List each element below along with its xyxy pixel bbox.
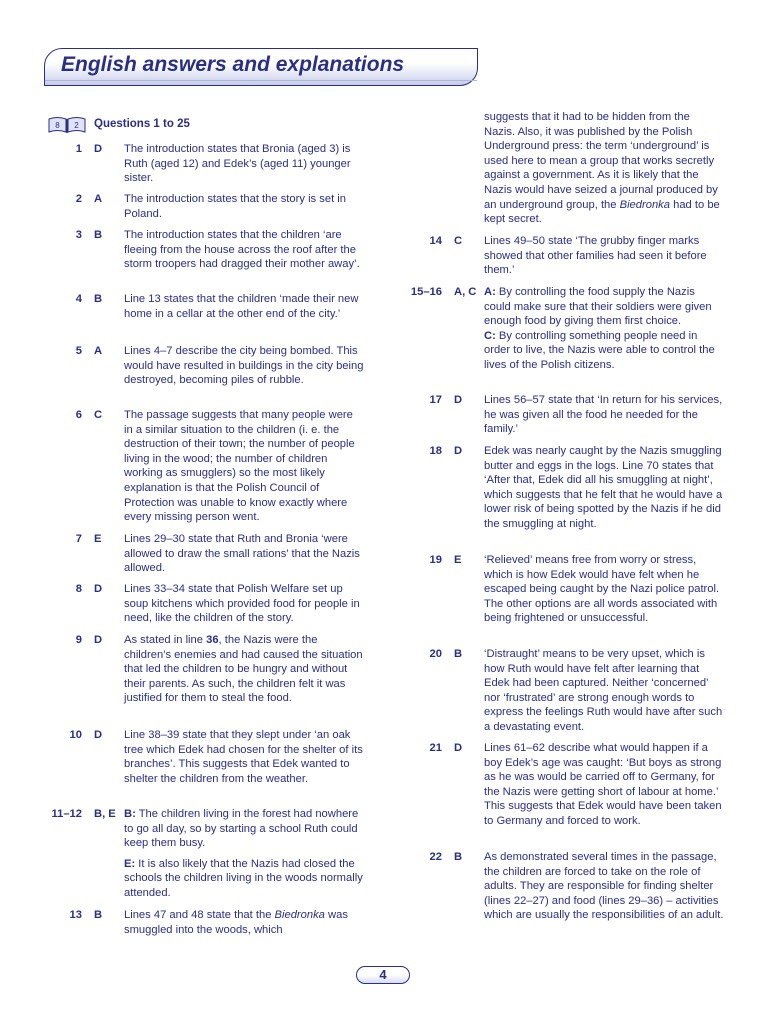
question-number: 11–12 (51, 808, 82, 820)
explanation-text: By controlling something people need in order to live, the Nazis were able to control the lives of the Polish citizens. (484, 329, 715, 371)
question-number: 10 (69, 729, 82, 741)
question-number: 8 (75, 583, 82, 595)
question-explanation: The passage suggests that many people were in a similar situation to the children (i. e. the destruction of their town; the number of people living in the wood; the number of children working as smugglers) so the most likely explanation is that the Polish Council of Protection was unable to know exactly where every missing person went. (124, 409, 355, 524)
question-5 (30, 344, 364, 388)
question-9 (30, 633, 364, 706)
question-answer: D (94, 143, 103, 155)
book-icon-label-2: 2 (74, 121, 79, 130)
question-answer: D (454, 445, 463, 457)
question-7 (30, 532, 364, 576)
question-3 (30, 228, 364, 272)
question-number: 22 (429, 851, 442, 863)
publication-title: Biedronka (619, 198, 670, 211)
question-answer: C (454, 235, 463, 247)
question-number: 9 (75, 634, 82, 646)
question-21 (390, 741, 724, 829)
option-a (484, 286, 712, 327)
page-title: English answers and explanations (61, 53, 405, 76)
question-answer: D (94, 729, 103, 741)
question-explanation: Lines 29–30 state that Ruth and Bronia ‘were allowed to draw the small rations’ that the Nazis allowed. (124, 533, 360, 575)
question-explanation (124, 807, 364, 907)
question-answer: B (94, 293, 103, 305)
question-2 (30, 192, 364, 221)
explanation-text: By controlling the food supply the Nazis could make sure that their soldiers were given enough food by giving them first choice. (484, 286, 712, 328)
explanation-text: , the Nazis were the children’s enemies and had caused the situation that led the children to be hungry and without their parents. As such, the children felt it was justified for them to steal the food. (124, 634, 363, 705)
question-13 (30, 908, 364, 937)
option-label: E: (124, 857, 136, 870)
option-label: C: (484, 329, 496, 342)
question-answer: D (454, 742, 463, 754)
question-number: 6 (75, 409, 82, 421)
explanation-text: suggests that it had to be hidden from the Nazis. Also, it was published by the Polish Underground press: the term ‘underground’ is used here to mean a group that works secretly against a government. As it is likely that the Nazis would have seized a journal produced by an underground group, the (484, 111, 718, 211)
question-10 (30, 728, 364, 786)
question-explanation: Edek was nearly caught by the Nazis smuggling butter and eggs in the logs. Line 70 states that ‘After that, Edek did all his smuggling at night’, which suggests that he felt that he would have a lower risk of being spotted by the Nazis if he did the smuggling at night. (484, 445, 723, 530)
question-explanation (124, 908, 364, 937)
explanation-text: The children living in the forest had nowhere to go all day, so by starting a school Ruth could keep them busy. (124, 808, 359, 850)
question-explanation: ‘Distraught’ means to be very upset, which is how Ruth would have felt after learning that Edek had been captured. Neither ‘concerned’ nor ‘frustrated’ are strong enough words to express the feelings Ruth would have after such a devastating event. (484, 648, 723, 733)
question-number: 15–16 (410, 286, 442, 298)
question-number: 1 (75, 143, 82, 155)
question-explanation: Lines 56–57 state that ‘In return for his services, he was given all the food he needed for the family.’ (484, 394, 723, 436)
question-14 (390, 234, 724, 278)
explanation-text: As stated in line (124, 634, 207, 646)
question-number: 3 (75, 229, 82, 241)
question-4 (30, 292, 364, 321)
question-number: 18 (429, 445, 442, 457)
question-number: 19 (429, 554, 442, 566)
question-answer: B, E (94, 808, 116, 820)
question-number: 7 (75, 533, 82, 545)
question-answer: B (94, 229, 103, 241)
question-answer: C (94, 409, 103, 421)
line-reference: 36 (206, 634, 219, 646)
question-11-12 (30, 807, 364, 907)
question-8 (30, 582, 364, 626)
question-number: 21 (429, 742, 442, 754)
question-explanation: Lines 33–34 state that Polish Welfare set up soup kitchens which provided food for people in need, like the children of the story. (124, 583, 360, 625)
question-explanation: The introduction states that Bronia (aged 3) is Ruth (aged 12) and Edek’s (aged 11) younger sister. (124, 143, 351, 185)
question-1 (30, 142, 364, 186)
question-15-16 (390, 285, 724, 373)
question-number: 13 (69, 909, 82, 921)
option-label: A: (484, 286, 496, 298)
question-answer: D (454, 394, 463, 406)
question-explanation: Lines 61–62 describe what would happen if a boy Edek’s age was caught: ‘But boys as strong as he was would be carried off to Germany, for the Nazis were getting short of labour at home.’ This suggests that Edek would have been taken to Germany and forced to work. (484, 742, 722, 827)
question-explanation (484, 285, 724, 373)
question-answer: A (94, 345, 103, 357)
question-answer: D (94, 634, 103, 646)
question-answer: A (94, 193, 103, 205)
option-c (484, 330, 715, 371)
question-number: 20 (429, 648, 442, 660)
question-6 (30, 408, 364, 525)
question-explanation: Line 13 states that the children ‘made their new home in a cellar at the other end of the city.’ (124, 293, 359, 320)
page-number: 4 (356, 966, 410, 984)
question-explanation: ‘Relieved’ means free from worry or stress, which is how Edek would have felt when he escaped being caught by the Nazi police patrol. The other options are all words associated with being frightened or unsuccessful. (484, 554, 720, 625)
question-explanation: The introduction states that the story is set in Poland. (124, 193, 346, 220)
explanation-text: had to be kept secret. (484, 198, 720, 226)
question-19 (390, 553, 724, 626)
option-label: B: (124, 808, 136, 820)
question-answer: D (94, 583, 103, 595)
explanation-text: Lines 47 and 48 state that the (124, 909, 275, 921)
header-banner (44, 48, 478, 86)
question-answer: B (454, 851, 463, 863)
explanation-text: It is also likely that the Nazis had closed the schools the children living in the woods normally attended. (124, 857, 363, 899)
question-answer: E (94, 533, 102, 545)
book-icon-label-1: 8 (55, 121, 60, 130)
question-number: 5 (75, 345, 82, 357)
question-18 (390, 444, 724, 532)
question-number: 2 (75, 193, 82, 205)
question-answer: B (454, 648, 463, 660)
question-explanation: Lines 49–50 state ‘The grubby finger marks showed that other families had seen it before them.’ (484, 235, 707, 277)
question-answer: E (454, 554, 462, 566)
book-icon (47, 116, 87, 134)
question-22 (390, 850, 724, 923)
question-number: 17 (429, 394, 442, 406)
question-answer: A, C (454, 286, 477, 298)
section-heading (47, 116, 247, 136)
question-explanation: Line 38–39 state that they slept under ‘an oak tree which Edek had chosen for the shelter of its branches’. This suggests that Edek wanted to shelter the children from the weather. (124, 729, 363, 785)
question-explanation: The introduction states that the children ‘are fleeing from the house across the roof after the storm troopers had dragged their mother away’. (124, 229, 360, 271)
explanation-text: was smuggled into the woods, which (124, 909, 348, 936)
question-number: 14 (429, 235, 442, 247)
question-explanation (124, 633, 364, 706)
question-number: 4 (75, 293, 82, 305)
section-title: Questions 1 to 25 (94, 118, 190, 130)
question-17 (390, 393, 724, 437)
publication-title: Biedronka (274, 909, 325, 921)
question-explanation: As demonstrated several times in the passage, the children are forced to take on the role of adults. They are responsible for finding shelter (lines 22–27) and food (lines 29–36) – activities which are usually the responsibilities of an adult. (484, 851, 724, 922)
question-13-continuation (484, 110, 724, 227)
question-20 (390, 647, 724, 735)
question-answer: B (94, 909, 103, 921)
question-explanation: Lines 4–7 describe the city being bombed. This would have resulted in buildings in the city being destroyed, becoming piles of rubble. (124, 345, 364, 387)
